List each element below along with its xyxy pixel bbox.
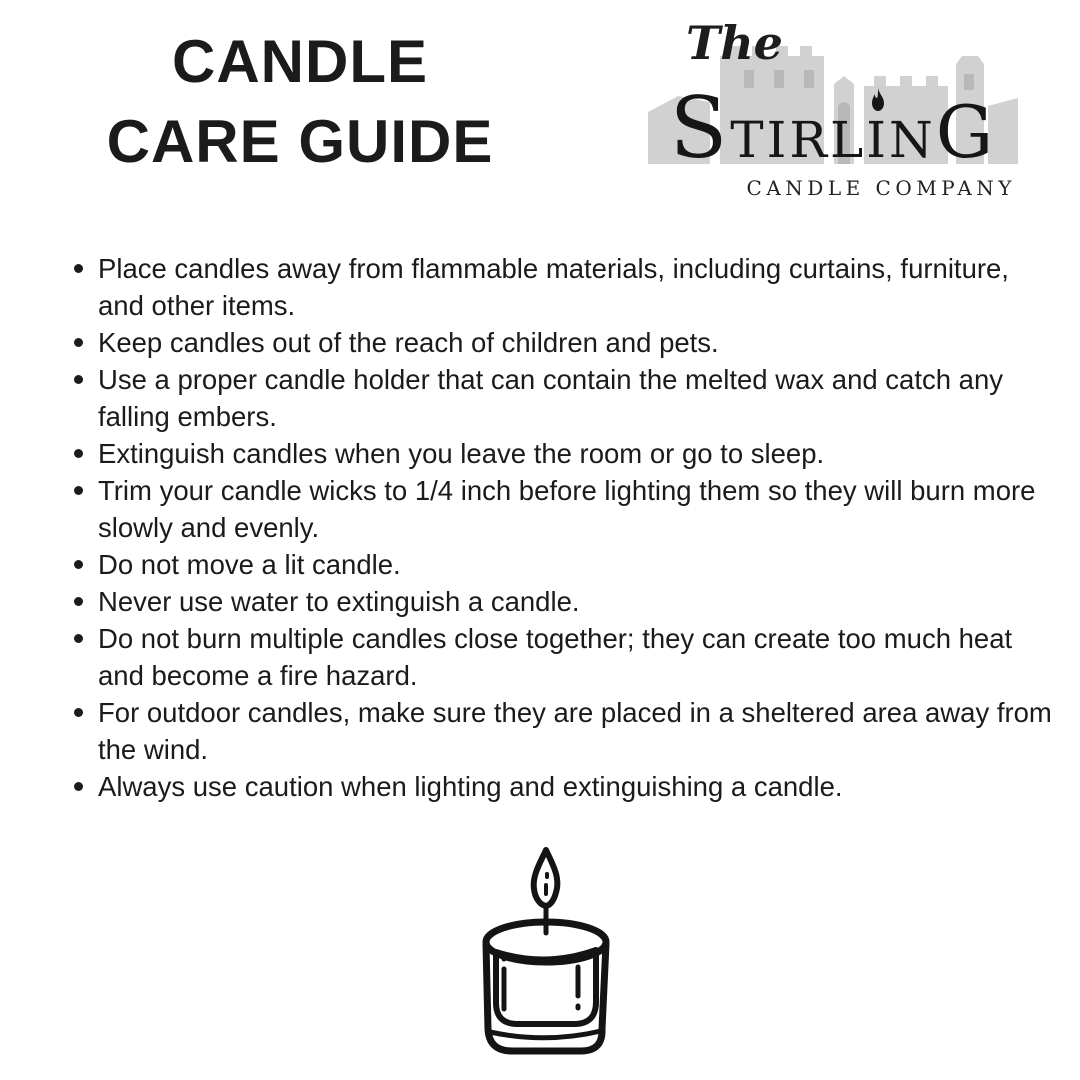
care-tip-item: For outdoor candles, make sure they are placed in a sheltered area away from the wind. [98,694,1056,768]
care-tip-item: Trim your candle wicks to 1/4 inch before lighting them so they will burn more slowly and evenly. [98,472,1056,546]
brand-logo [648,14,1018,200]
logo-letters-tirl: TIRL [730,111,867,169]
care-tip-item: Use a proper candle holder that can contain the melted wax and catch any falling embers. [98,361,1056,435]
page-title [60,22,540,182]
logo-letter-n: N [889,111,936,169]
lit-candle-jar-icon [468,845,618,1060]
logo-letter-g: G [935,90,997,174]
logo-letter-s: S [669,79,731,177]
care-tip-item: Do not move a lit candle. [98,546,1056,583]
care-tips-list [65,250,1056,805]
care-tip-item: Do not burn multiple candles close together; they can create too much heat and become a fire hazard. [98,620,1056,694]
care-tip-item: Keep candles out of the reach of children and pets. [98,324,1056,361]
logo-word-stirling [648,79,1018,177]
care-tip-item: Never use water to extinguish a candle. [98,583,1056,620]
page-title-line-1: CANDLE [172,28,428,95]
logo-word-the: The [686,16,783,70]
logo-subtitle: CANDLE COMPANY [746,176,1016,200]
care-tip-item: Extinguish candles when you leave the room or go to sleep. [98,435,1056,472]
care-tip-item: Always use caution when lighting and extinguishing a candle. [98,768,1056,805]
care-tip-item: Place candles away from flammable materials, including curtains, furniture, and other items. [98,250,1056,324]
flame-icon [870,88,886,112]
logo-letter-i: I [866,115,889,165]
page-title-line-2: CARE GUIDE [106,108,494,175]
